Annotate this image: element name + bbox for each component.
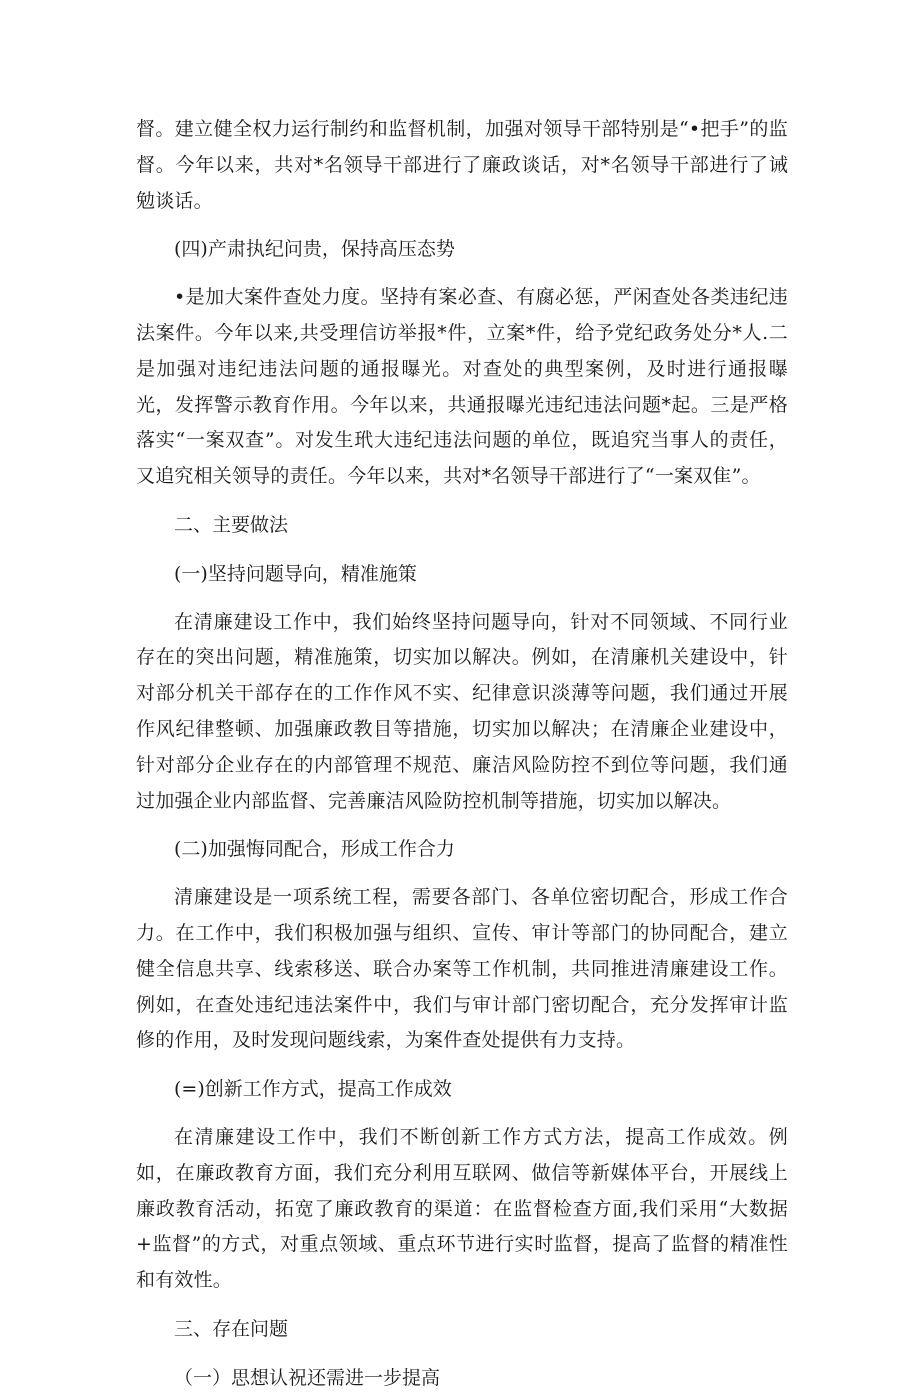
subheading-coordination: (二)加强悔同配合，形成工作合力 — [174, 838, 455, 861]
paragraph-case-handling: •是加大案件查处力度。坚持有案必查、有腐必惩，严闲查处各类违纪违法案件。今年以来,共受理信访举报*件，立案*件，给予党纪政务处分*人.二是加强对违纪违法问题的通报曝光。对查处的典型案例，及时进行通报曝光，发挥警示教育作用。今年以来，共通报曝光违纪违法问题*起。三是严格落实“一案双查”。对发生玳大违纪违法问题的单位，既追究当事人的责任，又追究相关领导的责任。今年以来，共对*名领导干部进行了“一案双隹”。 — [136, 286, 788, 488]
subheading-problem-oriented: (一)坚持问题导向，精准施策 — [174, 562, 417, 585]
section-heading-existing-problems: 三、存在问题 — [174, 1317, 289, 1340]
paragraph-oversight-mechanism: 督。建立健全权力运行制约和监督机制，加强对领导干部特别是“•把手”的监督。今年以来，共对*名领导干部进行了廉政谈话，对*名领导干部进行了诫勉谈话。 — [136, 118, 788, 212]
subheading-innovation: (=)创新工作方式，提高工作成效 — [174, 1078, 452, 1101]
paragraph-coordination: 清廉建设是一项系统工程，需要各部门、各单位密切配合，形成工作合力。在工作中，我们积极加强与组织、宣传、审计等部门的协同配合，建立健全信息共享、线索移送、联合办案等工作机制，共同推进清廉建设工作。例如，在查处违纪违法案件中，我们与审计部门密切配合，充分发挥审计监修的作用，及时发现问题线索，为案件查处提供有力支持。 — [136, 886, 788, 1052]
paragraph-problem-oriented: 在清廉建设工作中，我们始终坚持问题导向，针对不同领域、不同行业存在的突出问题，精准施策，切实加以解决。例如，在清廉机关建设中，针对部分机关干部存在的工作作风不实、纪律意识淡薄等问题，我们通过开展作风纪律整顿、加强廉政教目等措施，切实加以解决；在清廉企业建设中，针对部分企业存在的内部管理不规范、廉洁风险防控不到位等问题，我们通过加强企业内部监督、完善廉洁风险防控机制等措施，切实加以解决。 — [136, 610, 788, 812]
subheading-awareness: （一）思想认祝还需进一步提高 — [174, 1366, 441, 1389]
subheading-discipline: (四)产肃执纪问贵，保持高压态势 — [174, 238, 455, 261]
section-heading-main-practices: 二、主要做法 — [174, 513, 289, 536]
document-page — [136, 112, 788, 1397]
paragraph-innovation: 在清廉建设工作中，我们不断创新工作方式方法，提高工作成效。例如，在廉政教育方面，我们充分利用互联网、做信等新媒体平台，开展线上廉政教育活动，拓宽了廉政教育的渠道：在监督检查方面,我们采用“大数据+监督”的方式，对重点领域、重点环节进行实时监督，提高了监督的精准性和有效性。 — [136, 1125, 788, 1292]
